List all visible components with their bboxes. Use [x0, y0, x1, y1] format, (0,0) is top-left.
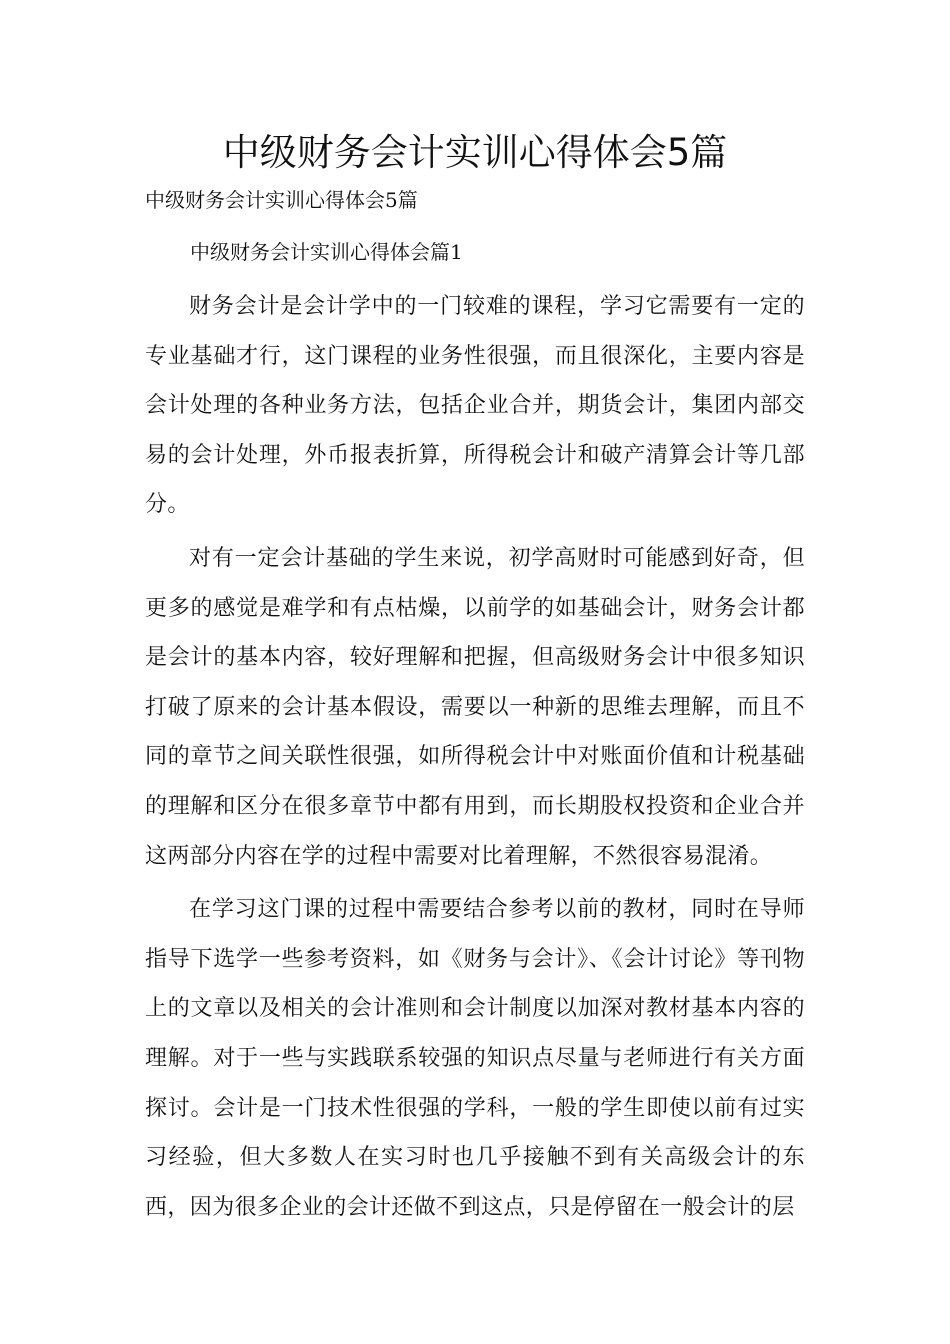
document-title: 中级财务会计实训心得体会5篇 — [222, 131, 728, 174]
paragraph-1: 财务会计是会计学中的一门较难的课程，学习它需要有一定的专业基础才行，这门课程的业务性很强，而且很深化，主要内容是会计处理的各种业务方法，包括企业合并，期货会计，集团内部交易的会计处理，外币报表折算，所得税会计和破产清算会计等几部分。 — [145, 294, 805, 518]
paragraph-3: 在学习这门课的过程中需要结合参考以前的教材，同时在导师指导下选学一些参考资料，如《财务与会计》、《会计讨论》等刊物上的文章以及相关的会计准则和会计制度以加深对教材基本内容的理解。对于一些与实践联系较强的知识点尽量与老师进行有关方面探讨。会计是一门技术性很强的学科，一般的学生即使以前有过实习经验，但大多数人在实习时也几乎接触不到有关高级会计的东西，因为很多企业的会计还做不到这点，只是停留在一般会计的层 — [145, 897, 805, 1220]
document-subtitle: 中级财务会计实训心得体会5篇 — [145, 188, 418, 212]
section-heading: 中级财务会计实训心得体会篇1 — [190, 240, 463, 264]
paragraph-2: 对有一定会计基础的学生来说，初学高财时可能感到好奇，但更多的感觉是难学和有点枯燥，以前学的如基础会计，财务会计都是会计的基本内容，较好理解和把握，但高级财务会计中很多知识打破了原来的会计基本假设，需要以一种新的思维去理解，而且不同的章节之间关联性很强，如所得税会计中对账面价值和计税基础的理解和区分在很多章节中都有用到，而长期股权投资和企业合并这两部分内容在学的过程中需要对比着理解，不然很容易混淆。 — [145, 545, 805, 869]
body-text — [145, 282, 805, 1236]
